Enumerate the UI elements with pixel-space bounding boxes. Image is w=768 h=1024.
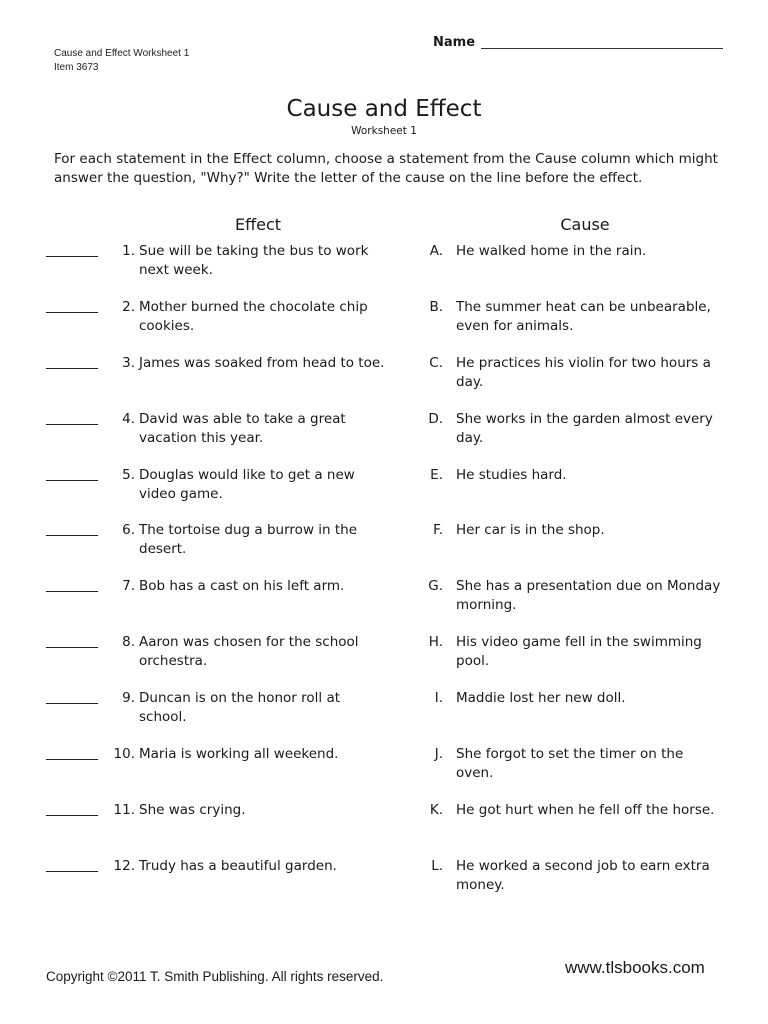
cause-letter: C.	[429, 354, 443, 371]
cause-statement: She works in the garden almost every day.	[456, 410, 713, 446]
effect-number: 6.	[122, 522, 135, 539]
cause-letter: J.	[434, 746, 443, 763]
effect-statement: Aaron was chosen for the school orchestra.	[139, 634, 359, 670]
effect-number: 8.	[122, 634, 135, 651]
effect-number: 11.	[113, 801, 135, 818]
effect-statement: Douglas would like to get a new video game.	[139, 466, 355, 502]
name-field	[433, 35, 725, 51]
matching-row	[0, 689, 768, 745]
cause-statement: She forgot to set the timer on the oven.	[456, 746, 684, 782]
cause-letter: H.	[428, 634, 443, 651]
matching-row	[0, 466, 768, 522]
instructions: For each statement in the Effect column, choose a statement from the Cause column which might answer the question, "Why?" Write the letter of the cause on the line before the effect.	[54, 151, 718, 186]
effect-statement: Bob has a cast on his left arm.	[139, 578, 345, 595]
answer-blank	[46, 759, 98, 760]
matching-row	[0, 633, 768, 689]
answer-blank	[46, 535, 98, 536]
answer-blank	[46, 591, 98, 592]
effect-statement: David was able to take a great vacation this year.	[139, 410, 346, 446]
answer-blank	[46, 480, 98, 481]
answer-blank	[46, 815, 98, 816]
cause-statement: His video game fell in the swimming pool.	[456, 634, 702, 670]
effect-statement: She was crying.	[139, 801, 246, 818]
cause-column-heading: Cause	[560, 215, 610, 234]
effect-number: 9.	[122, 690, 135, 707]
cause-letter: I.	[434, 690, 443, 707]
matching-row	[0, 354, 768, 410]
matching-list	[0, 242, 768, 913]
website-link[interactable]: www.tlsbooks.com	[565, 958, 705, 977]
answer-blank	[46, 368, 98, 369]
cause-statement: The summer heat can be unbearable, even for animals.	[456, 298, 711, 334]
answer-blank	[46, 256, 98, 257]
effect-number: 5.	[122, 466, 135, 483]
cause-letter: B.	[429, 298, 443, 315]
effect-number: 2.	[122, 298, 135, 315]
worksheet-id-line: Cause and Effect Worksheet 1	[54, 48, 190, 59]
matching-row	[0, 242, 768, 298]
matching-row	[0, 801, 768, 857]
worksheet-header	[54, 47, 189, 75]
effect-statement: The tortoise dug a burrow in the desert.	[139, 522, 358, 558]
effect-number: 3.	[122, 354, 135, 371]
answer-blank	[46, 424, 98, 425]
effect-column-heading: Effect	[234, 215, 282, 234]
effect-number: 12.	[113, 857, 135, 874]
effect-statement: Duncan is on the honor roll at school.	[139, 690, 341, 726]
matching-row	[0, 521, 768, 577]
matching-row	[0, 577, 768, 633]
effect-statement: Trudy has a beautiful garden.	[139, 857, 337, 874]
answer-blank	[46, 647, 98, 648]
cause-letter: F.	[433, 522, 443, 539]
cause-letter: E.	[430, 466, 443, 483]
page-subtitle: Worksheet 1	[351, 125, 417, 137]
copyright-notice: Copyright ©2011 T. Smith Publishing. All rights reserved.	[46, 969, 384, 984]
effect-number: 10.	[113, 746, 135, 763]
answer-blank	[46, 312, 98, 313]
cause-statement: Her car is in the shop.	[456, 522, 605, 539]
page-title: Cause and Effect	[286, 96, 482, 122]
answer-blank	[46, 871, 98, 872]
name-label: Name	[433, 35, 476, 50]
item-number-line: Item 3673	[54, 62, 99, 73]
cause-statement: He practices his violin for two hours a day.	[456, 354, 711, 390]
cause-letter: A.	[429, 243, 443, 259]
effect-number: 4.	[122, 410, 135, 427]
answer-blank	[46, 703, 98, 704]
cause-letter: K.	[429, 801, 443, 818]
cause-letter: D.	[428, 410, 443, 427]
effect-number: 7.	[122, 578, 135, 595]
effect-statement: Sue will be taking the bus to work next week.	[139, 243, 369, 278]
name-blank-line	[481, 48, 723, 49]
effect-statement: James was soaked from head to toe.	[139, 354, 385, 371]
effect-statement: Mother burned the chocolate chip cookies.	[139, 298, 368, 334]
matching-row	[0, 410, 768, 466]
cause-statement: He studies hard.	[456, 466, 567, 483]
matching-row	[0, 857, 768, 913]
matching-row	[0, 298, 768, 354]
cause-statement: He got hurt when he fell off the horse.	[456, 801, 715, 818]
cause-letter: L.	[431, 857, 443, 874]
cause-statement: Maddie lost her new doll.	[456, 690, 626, 707]
cause-letter: G.	[428, 578, 443, 595]
matching-row	[0, 745, 768, 801]
cause-statement: He walked home in the rain.	[456, 243, 647, 259]
effect-number: 1.	[122, 243, 135, 259]
effect-statement: Maria is working all weekend.	[139, 746, 339, 763]
cause-statement: He worked a second job to earn extra money.	[456, 857, 710, 893]
cause-statement: She has a presentation due on Monday morning.	[456, 578, 721, 614]
